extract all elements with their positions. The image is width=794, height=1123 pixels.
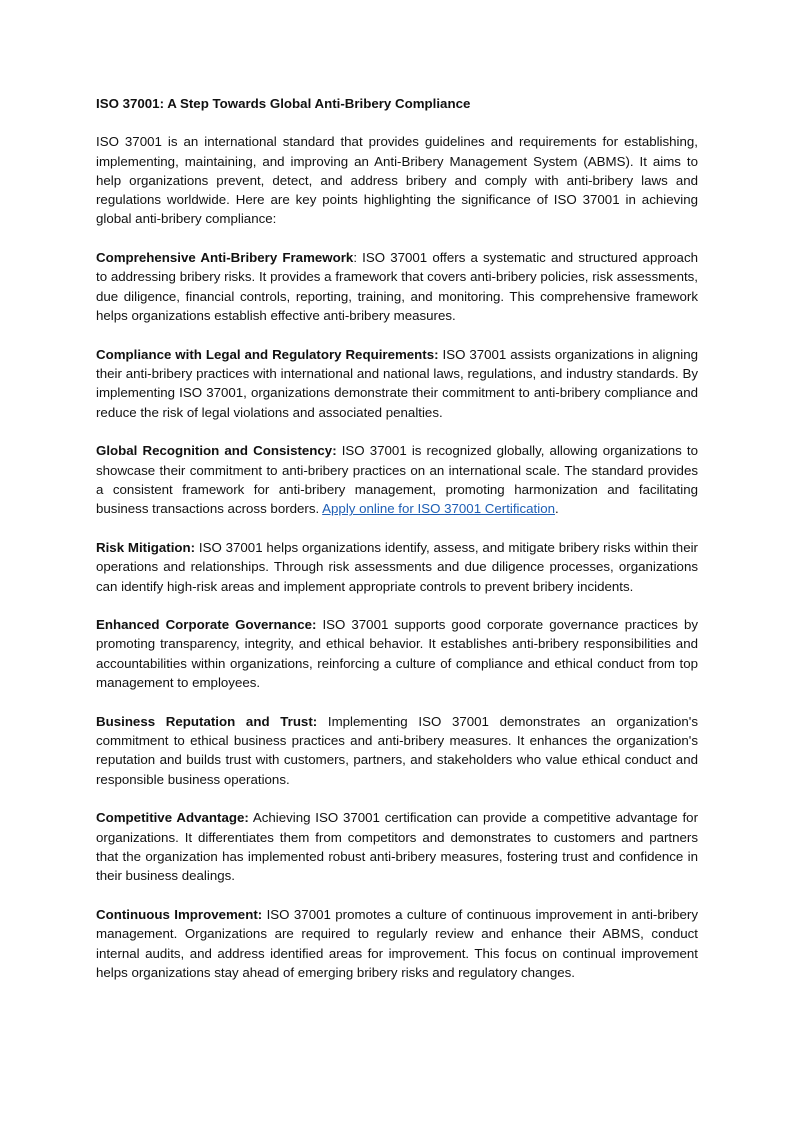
section-heading: Global Recognition and Consistency: (96, 443, 337, 459)
section-heading: Compliance with Legal and Regulatory Requirements: (96, 346, 439, 362)
section-continuous-improvement (96, 905, 698, 982)
document-page (96, 94, 698, 1002)
section-body: ISO 37001 helps organizations identify, assess, and mitigate bribery risks within their operations and relationships. Through risk assessments and due diligence processes, organizations can identify high-risk areas and implement appropriate controls to prevent bribery incidents. (96, 539, 698, 594)
section-heading: Continuous Improvement: (96, 906, 263, 922)
section-body: ISO 37001 assists organizations in aligning their anti-bribery practices with international and national laws, regulations, and industry standards. By implementing ISO 37001, organizations demonstrate their commitment to anti-bribery compliance and reduce the risk of legal violations and associated penalties. (96, 346, 698, 420)
section-comprehensive-framework (96, 248, 698, 325)
section-heading: Enhanced Corporate Governance: (96, 617, 317, 633)
section-body: ISO 37001 supports good corporate governance practices by promoting transparency, integrity, and ethical behavior. It establishes anti-bribery responsibilities and accountabilities within organizations, reinforcing a culture of compliance and ethical conduct from top management to employees. (96, 617, 698, 691)
section-global-recognition (96, 441, 698, 518)
section-reputation-trust (96, 712, 698, 789)
section-competitive-advantage (96, 808, 698, 885)
section-body: ISO 37001 offers a systematic and structured approach to addressing bribery risks. It provides a framework that covers anti-bribery policies, risk assessments, due diligence, financial controls, reporting, training, and monitoring. This comprehensive framework helps organizations establish effective anti-bribery measures. (96, 250, 698, 324)
section-risk-mitigation (96, 538, 698, 596)
section-heading: Business Reputation and Trust: (96, 713, 318, 729)
link-trailing-period: . (555, 501, 559, 517)
section-body: ISO 37001 promotes a culture of continuous improvement in anti-bribery management. Organizations are required to regularly review and enhance their ABMS, conduct internal audits, and address identified areas for improvement. This focus on continual improvement helps organizations stay ahead of emerging bribery risks and regulatory changes. (96, 906, 698, 980)
section-heading: Comprehensive Anti-Bribery Framework (96, 250, 354, 266)
section-heading: Risk Mitigation: (96, 539, 196, 555)
section-body: Implementing ISO 37001 demonstrates an organization's commitment to ethical business practices and anti-bribery measures. It enhances the organization's reputation and builds trust with customers, partners, and stakeholders who value ethical conduct and responsible business operations. (96, 713, 698, 787)
section-heading: Competitive Advantage: (96, 810, 249, 826)
section-corporate-governance (96, 615, 698, 692)
section-body: Achieving ISO 37001 certification can provide a competitive advantage for organizations. It differentiates them from competitors and demonstrates to customers and partners that the organization has implemented robust anti-bribery measures, fostering trust and confidence in their business dealings. (96, 810, 698, 884)
document-title: ISO 37001: A Step Towards Global Anti-Bribery Compliance (96, 96, 471, 111)
section-separator (317, 714, 328, 729)
section-body: ISO 37001 is recognized globally, allowing organizations to showcase their commitment to anti-bribery practices on an international scale. The standard provides a consistent framework for anti-bribery management, promoting harmonization and facilitating business transactions across borders. (96, 443, 698, 517)
intro-paragraph: ISO 37001 is an international standard that provides guidelines and requirements for establishing, implementing, maintaining, and improving an Anti-Bribery Management System (ABMS). It aims to help organizations prevent, detect, and address bribery and comply with anti-bribery laws and regulations worldwide. Here are key points highlighting the significance of ISO 37001 in achieving global anti-bribery compliance: (96, 134, 698, 227)
apply-online-link[interactable]: Apply online for ISO 37001 Certification (322, 501, 555, 517)
section-legal-compliance (96, 345, 698, 422)
section-separator: : (353, 250, 363, 266)
